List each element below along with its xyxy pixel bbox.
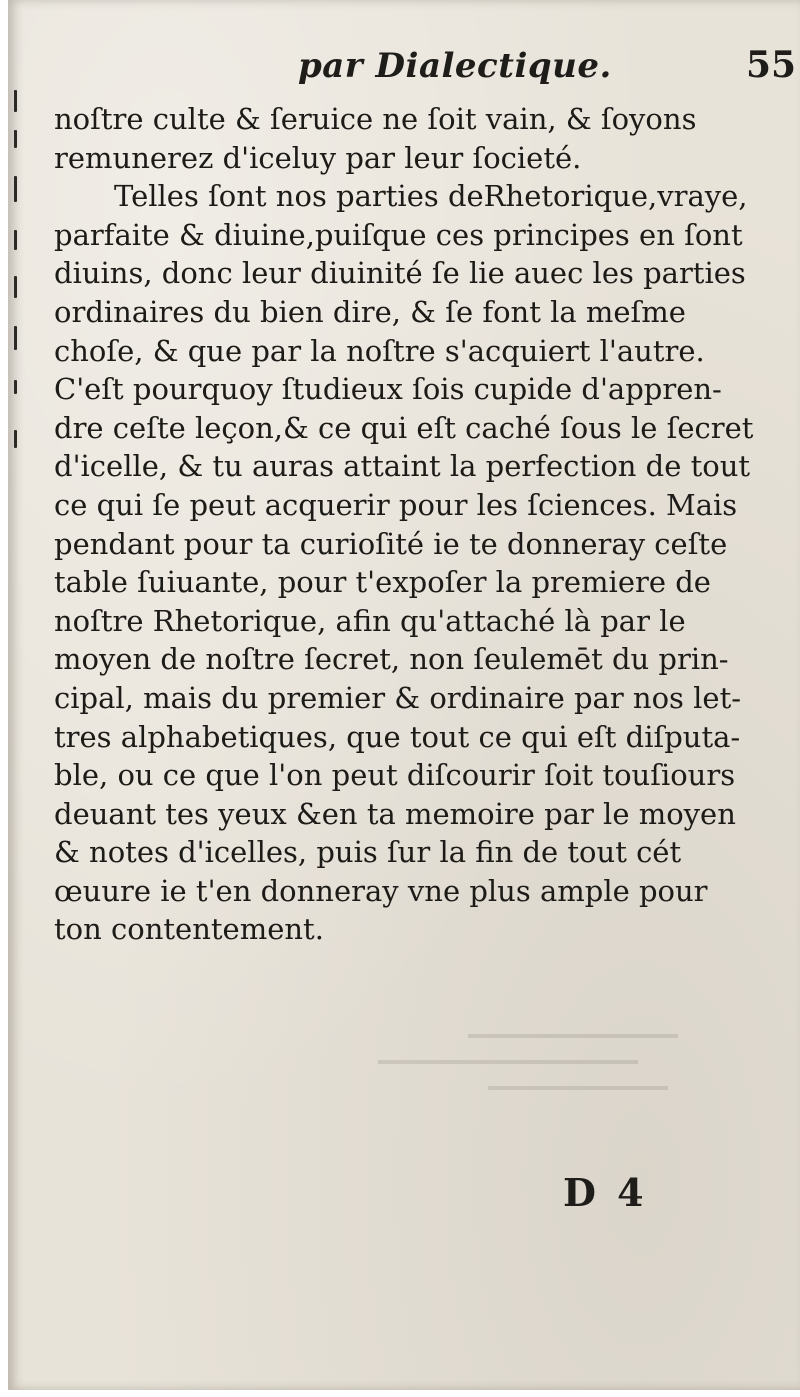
- bleed-through-marks: [338, 1020, 698, 1110]
- bleed-through-shadow: [338, 1020, 698, 1110]
- text-line: choſe, & que par la noſtre s'acquiert l'autre.: [54, 333, 705, 368]
- text-line: diuins, donc leur diuinité ſe lie auec les parties: [54, 256, 746, 291]
- signature-mark: D 4: [563, 1170, 648, 1215]
- text-line: tres alphabetiques, que tout ce qui eſt diſputa-: [54, 719, 741, 754]
- text-line: & notes d'icelles, puis ſur la fin de tout cét: [54, 835, 682, 870]
- text-line: noſtre Rhetorique, afin qu'attaché là par le: [54, 603, 686, 638]
- body-text: [54, 100, 794, 949]
- binding-gutter: [8, 80, 30, 480]
- text-line: œuure ie t'en donneray vne plus ample pour: [54, 873, 708, 908]
- page-header: [8, 40, 800, 100]
- text-line: ble, ou ce que l'on peut diſcourir ſoit touſiours: [54, 758, 736, 793]
- text-line: ordinaires du bien dire, & ſe font la meſme: [54, 294, 686, 329]
- text-line: d'icelle, & tu auras attaint la perfection de tout: [54, 449, 751, 484]
- text-line: cipal, mais du premier & ordinaire par nos let-: [54, 680, 742, 715]
- text-line: ce qui ſe peut acquerir pour les ſciences. Mais: [54, 487, 738, 522]
- text-line: parfaite & diuine,puiſque ces principes en ſont: [54, 217, 743, 252]
- running-title: par Dialectique.: [298, 46, 612, 86]
- book-page: [8, 0, 800, 1390]
- text-line: remunerez d'iceluy par leur ſocieté.: [54, 140, 582, 175]
- text-line: pendant pour ta curioſité ie te donneray ceſte: [54, 526, 728, 561]
- page-number: 55: [746, 44, 797, 86]
- text-line: C'eſt pourquoy ſtudieux ſois cupide d'appren-: [54, 372, 722, 407]
- text-line: noſtre culte & ſeruice ne ſoit vain, & ſoyons: [54, 102, 697, 136]
- text-line: moyen de noſtre ſecret, non ſeulemēt du prin-: [54, 642, 729, 677]
- text-line: dre ceſte leçon,& ce qui eſt caché ſous le ſecret: [54, 410, 754, 445]
- text-line: Telles ſont nos parties deRhetorique,vraye,: [114, 179, 748, 214]
- text-line: deuant tes yeux &en ta memoire par le moyen: [54, 796, 736, 831]
- text-line: table ſuiuante, pour t'expoſer la premiere de: [54, 565, 711, 600]
- text-line: ton contentement.: [54, 912, 324, 947]
